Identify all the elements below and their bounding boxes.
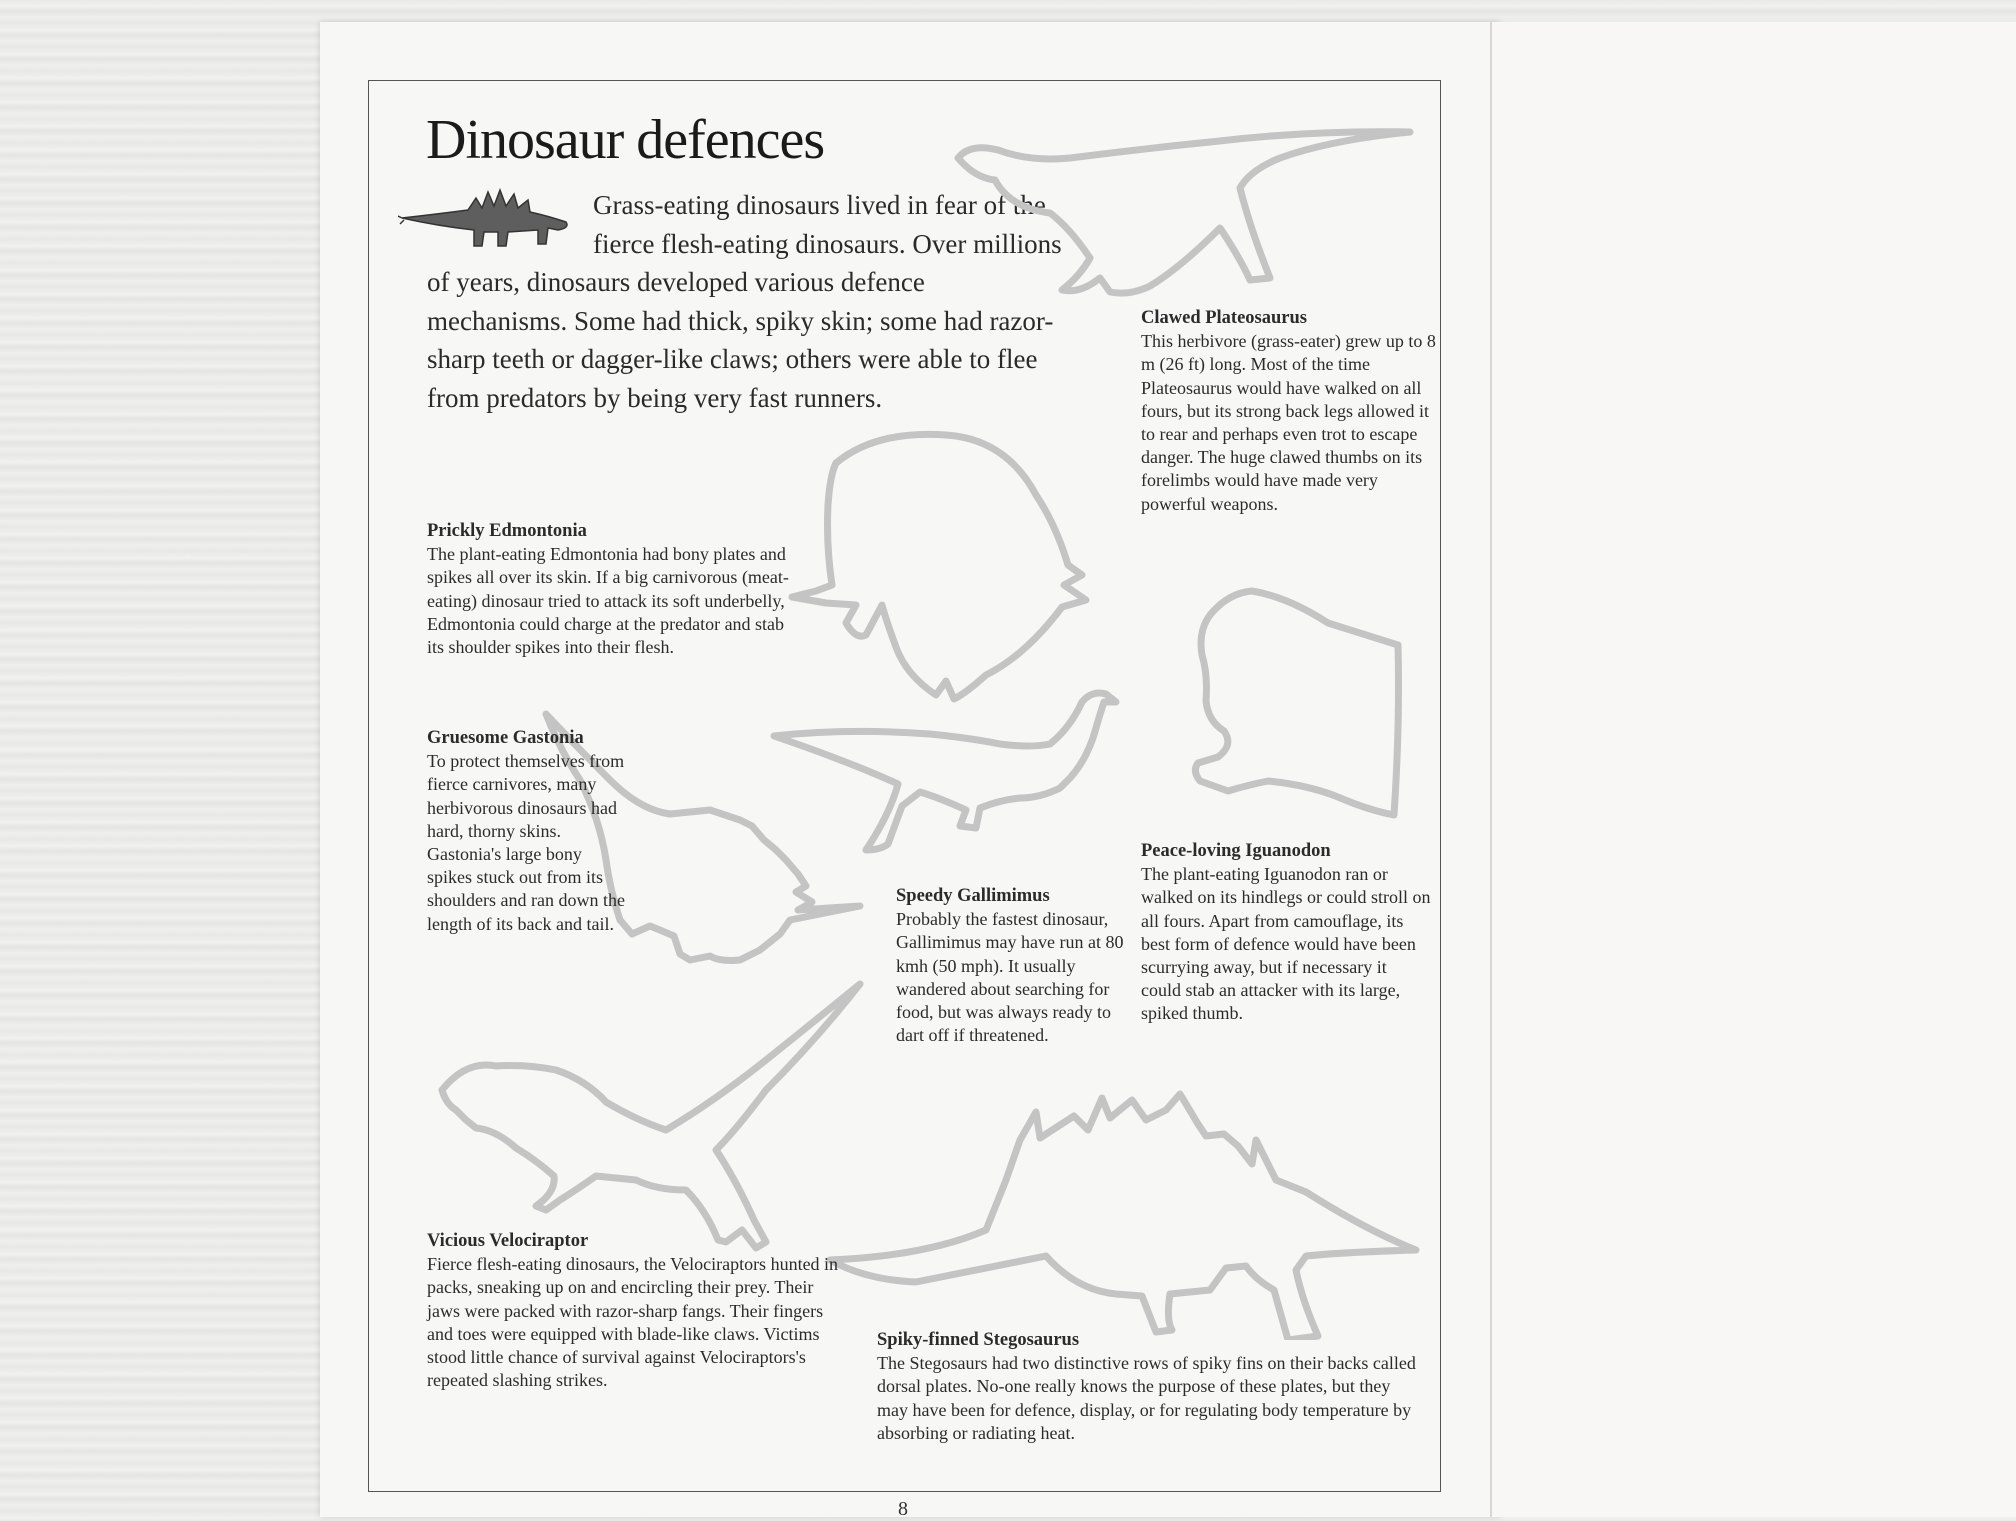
iguanodon-outline-icon [1188, 585, 1408, 825]
velociraptor-outline-icon [436, 980, 866, 1270]
caption-gallimimus [896, 885, 1126, 1047]
caption-body: Probably the fastest dinosaur, Gallimimus may have run at 80 kmh (50 mph). It usually wandered about searching for food, but was always ready to dart off if threatened. [896, 909, 1124, 1046]
caption-heading: Clawed Plateosaurus [1141, 308, 1307, 328]
caption-stegosaurus [877, 1329, 1417, 1445]
caption-heading: Peace-loving Iguanodon [1141, 841, 1331, 861]
plateosaurus-outline-icon [950, 118, 1420, 298]
caption-body: The plant-eating Edmontonia had bony plates and spikes all over its skin. If a big carnivorous (meat-eating) dinosaur tried to attack its soft underbelly, Edmontonia could charge at the predator and stab its shoulder spikes into their flesh. [427, 544, 789, 658]
caption-body: The plant-eating Iguanodon ran or walked on its hindlegs or could stroll on all fours. Apart from camouflage, its best form of defence would have been scurrying away, but if necessary it could stab an attacker with its large, spiked thumb. [1141, 864, 1431, 1024]
caption-iguanodon [1141, 840, 1431, 1026]
caption-plateosaurus [1141, 307, 1441, 516]
caption-heading: Gruesome Gastonia [427, 728, 584, 748]
caption-body: To protect themselves from fierce carnivores, many herbivorous dinosaurs had hard, thorny skins. Gastonia's large bony spikes stuck out from its shoulders and ran down the length of its back and tail. [427, 751, 625, 934]
caption-body: Fierce flesh-eating dinosaurs, the Velociraptors hunted in packs, sneaking up on and encircling their prey. Their jaws were packed with razor-sharp fangs. Their fingers and toes were equipped with blade-like claws. Victims stood little chance of survival against Velociraptors's repeated slashing strikes. [427, 1254, 839, 1391]
caption-edmontonia [427, 520, 797, 659]
caption-heading: Spiky-finned Stegosaurus [877, 1330, 1080, 1350]
stegosaurus-outline-icon [826, 1080, 1426, 1340]
book-page-right [1490, 22, 2016, 1517]
caption-gastonia [427, 727, 627, 936]
edmontonia-outline-icon [786, 425, 1116, 705]
caption-heading: Vicious Velociraptor [427, 1231, 589, 1251]
caption-heading: Prickly Edmontonia [427, 521, 587, 541]
caption-velociraptor [427, 1230, 847, 1392]
caption-heading: Speedy Gallimimus [896, 886, 1050, 906]
caption-body: This herbivore (grass-eater) grew up to 8 m (26 ft) long. Most of the time Plateosaurus would have walked on all fours, but its strong back legs allowed it to rear and perhaps even trot to escape danger. The huge clawed thumbs on its forelimbs would have made very powerful weapons. [1141, 331, 1436, 514]
page-title: Dinosaur defences [426, 109, 825, 171]
gallimimus-outline-icon [770, 688, 1150, 858]
page-number: 8 [898, 1498, 908, 1520]
caption-body: The Stegosaurs had two distinctive rows of spiky fins on their backs called dorsal plates. No-one really knows the purpose of these plates, but they may have been for defence, display, or for regulating body temperature by absorbing or radiating heat. [877, 1353, 1416, 1443]
intro-text: Grass-eating dinosaurs lived in fear of the fierce flesh-eating dinosaurs. Over millions of years, dinosaurs developed various defence mechanisms. Some had thick, spiky skin; some had razor-sharp teeth or dagger-like claws; others were able to flee from predators by being very fast runners. [427, 190, 1062, 413]
